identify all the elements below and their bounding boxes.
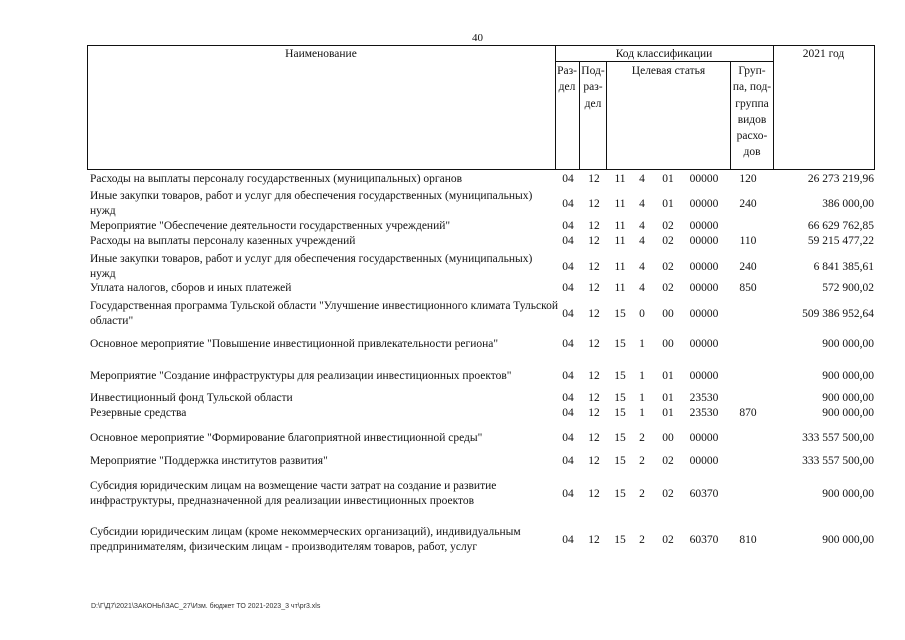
row-t2: 2 — [639, 432, 645, 444]
row-sum: 6 841 385,61 — [813, 261, 874, 273]
row-t4: 00000 — [689, 235, 719, 247]
row-p: 12 — [588, 455, 600, 467]
page-number: 40 — [472, 32, 483, 44]
row-sum: 59 215 477,22 — [807, 235, 874, 247]
row-t1: 15 — [614, 534, 626, 546]
row-v: 870 — [739, 407, 757, 419]
row-name: Субсидии юридическим лицам (кроме некоммерческих организаций), индивидуальным предпринимателям, физическим лицам - производителям товаров, работ, услуг — [90, 526, 521, 553]
row-t3: 02 — [662, 488, 674, 500]
row-name: Резервные средства — [90, 407, 187, 419]
row-r: 04 — [562, 407, 574, 419]
row-t4: 60370 — [689, 488, 719, 500]
row-t1: 15 — [614, 455, 626, 467]
row-sum: 900 000,00 — [822, 392, 874, 404]
table-row — [0, 431, 905, 446]
row-p: 12 — [588, 220, 600, 232]
row-t1: 15 — [614, 407, 626, 419]
row-t2: 2 — [639, 455, 645, 467]
row-name: Расходы на выплаты персоналу государственных (муниципальных) органов — [90, 173, 463, 185]
row-t4: 00000 — [689, 338, 719, 350]
table-row — [0, 337, 905, 352]
row-v: 120 — [739, 173, 757, 185]
row-name: Иные закупки товаров, работ и услуг для обеспечения государственных (муниципальных) нужд — [90, 190, 533, 217]
row-t3: 01 — [662, 198, 674, 210]
row-t3: 02 — [662, 282, 674, 294]
row-t1: 11 — [614, 235, 626, 247]
row-r: 04 — [562, 235, 574, 247]
row-t1: 11 — [614, 261, 626, 273]
row-name: Основное мероприятие "Повышение инвестиционной привлекательности региона" — [90, 338, 499, 350]
row-t1: 15 — [614, 392, 626, 404]
row-t2: 1 — [639, 338, 645, 350]
row-t1: 15 — [614, 308, 626, 320]
header-vid: Груп- па, под- группа видов расхо- дов — [732, 65, 772, 159]
table-row — [0, 219, 905, 234]
row-t4: 00000 — [689, 198, 719, 210]
row-r: 04 — [562, 261, 574, 273]
table-row — [0, 479, 905, 509]
row-p: 12 — [588, 173, 600, 185]
row-sum: 900 000,00 — [822, 534, 874, 546]
row-v: 110 — [739, 235, 757, 247]
row-name: Субсидия юридическим лицам на возмещение части затрат на создание и развитие инфраструктуры, предназначенной для реализации инвестиционных проектов — [90, 480, 497, 507]
row-sum: 900 000,00 — [822, 338, 874, 350]
row-r: 04 — [562, 392, 574, 404]
row-name: Уплата налогов, сборов и иных платежей — [90, 282, 292, 294]
row-name: Мероприятие "Обеспечение деятельности государственных учреждений" — [90, 220, 451, 232]
header-target: Целевая статья — [631, 65, 706, 77]
row-v: 810 — [739, 534, 757, 546]
row-t4: 00000 — [689, 432, 719, 444]
row-p: 12 — [588, 235, 600, 247]
header-razdel: Раз- дел — [557, 65, 577, 94]
row-t1: 11 — [614, 220, 626, 232]
header-podrazdel: Под- раз- дел — [581, 65, 605, 110]
row-p: 12 — [588, 198, 600, 210]
row-t4: 00000 — [689, 282, 719, 294]
row-p: 12 — [588, 282, 600, 294]
row-t3: 01 — [662, 407, 674, 419]
row-r: 04 — [562, 338, 574, 350]
row-name: Инвестиционный фонд Тульской области — [90, 392, 293, 404]
row-v: 850 — [739, 282, 757, 294]
row-p: 12 — [588, 370, 600, 382]
row-p: 12 — [588, 488, 600, 500]
row-t4: 23530 — [689, 407, 719, 419]
row-t3: 00 — [662, 308, 674, 320]
table-row — [0, 281, 905, 296]
row-p: 12 — [588, 308, 600, 320]
table-row — [0, 172, 905, 187]
row-t2: 4 — [639, 235, 645, 247]
row-t3: 01 — [662, 392, 674, 404]
row-name: Мероприятие "Поддержка институтов развития" — [90, 455, 328, 467]
row-r: 04 — [562, 173, 574, 185]
row-t2: 4 — [639, 282, 645, 294]
table-row — [0, 189, 905, 219]
row-t2: 4 — [639, 198, 645, 210]
row-name: Иные закупки товаров, работ и услуг для обеспечения государственных (муниципальных) нужд — [90, 253, 533, 280]
row-t2: 4 — [639, 173, 645, 185]
table-header — [87, 45, 875, 170]
row-t3: 02 — [662, 534, 674, 546]
row-t2: 4 — [639, 261, 645, 273]
header-code-group: Код классификации — [615, 48, 713, 60]
row-sum: 900 000,00 — [822, 370, 874, 382]
row-t4: 00000 — [689, 370, 719, 382]
row-t4: 00000 — [689, 455, 719, 467]
row-t3: 00 — [662, 338, 674, 350]
row-t3: 01 — [662, 173, 674, 185]
table-row — [0, 525, 905, 555]
row-t4: 00000 — [689, 308, 719, 320]
row-r: 04 — [562, 534, 574, 546]
row-r: 04 — [562, 198, 574, 210]
row-sum: 900 000,00 — [822, 488, 874, 500]
table-row — [0, 252, 905, 282]
row-t3: 02 — [662, 455, 674, 467]
row-name: Расходы на выплаты персоналу казенных учреждений — [90, 235, 356, 247]
row-sum: 333 557 500,00 — [802, 432, 874, 444]
header-year: 2021 год — [802, 48, 845, 60]
row-t1: 15 — [614, 432, 626, 444]
row-t1: 15 — [614, 370, 626, 382]
row-r: 04 — [562, 488, 574, 500]
row-r: 04 — [562, 455, 574, 467]
row-t4: 60370 — [689, 534, 719, 546]
row-p: 12 — [588, 432, 600, 444]
row-r: 04 — [562, 282, 574, 294]
table-row — [0, 406, 905, 421]
row-v: 240 — [739, 261, 757, 273]
row-t2: 1 — [639, 392, 645, 404]
row-p: 12 — [588, 534, 600, 546]
row-sum: 26 273 219,96 — [807, 173, 874, 185]
row-sum: 333 557 500,00 — [802, 455, 874, 467]
row-t1: 11 — [614, 173, 626, 185]
row-p: 12 — [588, 392, 600, 404]
footer-path: D:\Г\Д7\2021\ЗАКОНЫ\ЗАС_27\Изм. бюджет ТО 2021-2023_3 чт\pr3.xls — [91, 603, 321, 610]
row-name: Мероприятие "Создание инфраструктуры для реализации инвестиционных проектов" — [90, 370, 512, 382]
row-name: Основное мероприятие "Формирование благоприятной инвестиционной среды" — [90, 432, 483, 444]
row-t1: 15 — [614, 488, 626, 500]
row-t4: 00000 — [689, 220, 719, 232]
row-r: 04 — [562, 370, 574, 382]
row-sum: 66 629 762,85 — [807, 220, 874, 232]
row-t4: 23530 — [689, 392, 719, 404]
row-sum: 386 000,00 — [822, 198, 874, 210]
row-p: 12 — [588, 407, 600, 419]
row-t2: 1 — [639, 370, 645, 382]
row-r: 04 — [562, 308, 574, 320]
row-t2: 2 — [639, 488, 645, 500]
row-t1: 11 — [614, 198, 626, 210]
row-sum: 509 386 952,64 — [802, 308, 874, 320]
row-sum: 572 900,02 — [822, 282, 874, 294]
row-t1: 15 — [614, 338, 626, 350]
table-row — [0, 369, 905, 384]
row-p: 12 — [588, 261, 600, 273]
table-row — [0, 234, 905, 249]
row-p: 12 — [588, 338, 600, 350]
row-t2: 1 — [639, 407, 645, 419]
row-t1: 11 — [614, 282, 626, 294]
row-t2: 0 — [639, 308, 645, 320]
table-row — [0, 391, 905, 406]
row-r: 04 — [562, 432, 574, 444]
row-name: Государственная программа Тульской области "Улучшение инвестиционного климата Тульской области" — [90, 300, 558, 327]
row-t3: 02 — [662, 235, 674, 247]
row-r: 04 — [562, 220, 574, 232]
row-t2: 4 — [639, 220, 645, 232]
table-row — [0, 454, 905, 469]
row-t3: 02 — [662, 220, 674, 232]
row-t3: 00 — [662, 432, 674, 444]
row-v: 240 — [739, 198, 757, 210]
row-t4: 00000 — [689, 173, 719, 185]
row-t3: 02 — [662, 261, 674, 273]
row-t4: 00000 — [689, 261, 719, 273]
row-t3: 01 — [662, 370, 674, 382]
row-sum: 900 000,00 — [822, 407, 874, 419]
header-name: Наименование — [285, 48, 357, 60]
table-row — [0, 299, 905, 329]
row-t2: 2 — [639, 534, 645, 546]
